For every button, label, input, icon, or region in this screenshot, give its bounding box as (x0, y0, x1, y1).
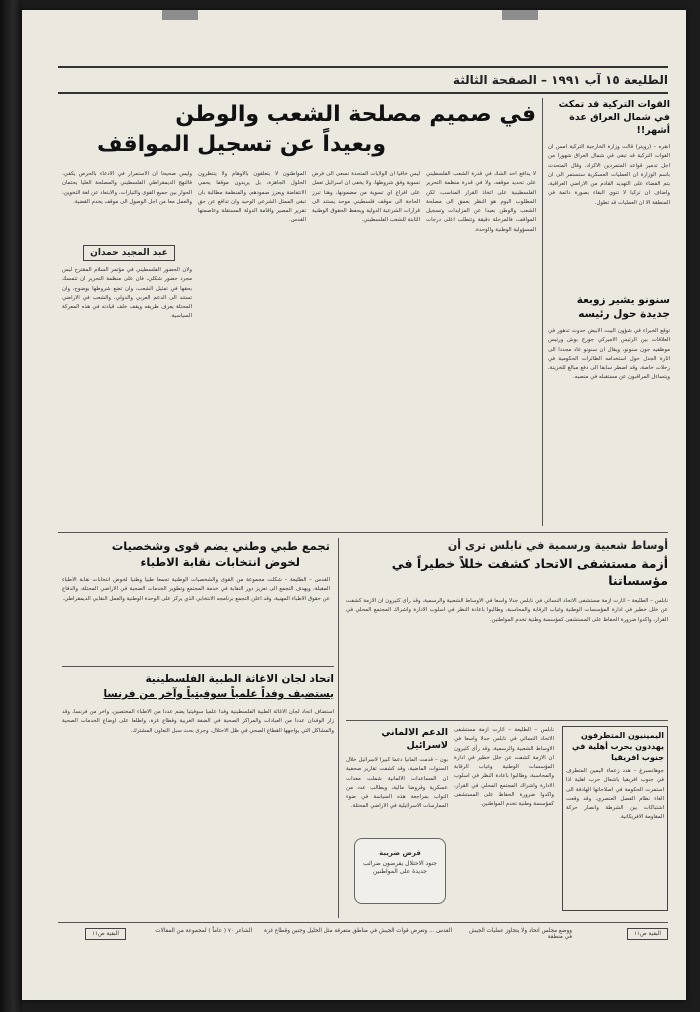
binder-tab (162, 10, 198, 20)
german-body: بون – قدمت المانيا دعما كبيرا لاسرائيل خلال السنوات الماضية، وقد كشفت تقارير صحفية ان المساعدات الالمانية شملت معدات عسكرية وقروضا مالية، ويطالب عدد من النواب بمراجعة هذه السياسة في ضوء الممارسات الاسرائيلية في الاراضي المحتلة. (346, 757, 448, 810)
doctors-headline-line2: لخوض انتخابات نقابة الاطباء (140, 555, 300, 569)
main-col-3: المواطنون لا يتعلقون بالاوهام ولا ينتظرون الحلول الجاهزة، بل يريدون موقفا يحمي الانتفاضة ويعزز صمودهم، والمنظمة مطالبة بان تبقى الممثل الشرعي الوحيد وان تدافع عن حق تقرير المصير واقامة الدولة المستقلة وعاصمتها القدس. (198, 171, 306, 224)
section-rule (58, 532, 668, 533)
footer-continued: البقية ص١١ (62, 928, 126, 940)
footer-continued: البقية ص١١ (582, 928, 668, 940)
relief-headline-line2: يستضيف وفداً علمياً سوفيتياً وآخر من فرنسا (103, 688, 334, 700)
doctors-body: القدس – الطليعة – شكلت مجموعة من القوى والشخصيات الوطنية تجمعا طبيا وطنيا لخوض انتخابات نقابة الاطباء المقبلة، ويهدف التجمع الى تعزيز دور النقابة في خدمة المجتمع وتطوير الخدمات الصحية في الاراضي المحتلة، والدفاع عن حقوق الاطباء المهنية، وقد اعلن التجمع برنامجه الانتخابي الذي يركز على الوحدة الوطنية والعمل النقابي الديمقراطي. (62, 577, 330, 602)
masthead: الطليعة ١٥ آب ١٩٩١ – الصفحة الثالثة (452, 73, 668, 87)
footer-text: القدس ... وتعرض قوات الجيش في مناطق متفرقة مثل الخليل وجنين وقطاع غزة (264, 928, 452, 934)
nablus-continued: نابلس – الطليعة – اثارت ازمة مستشفى الاتحاد النسائي في نابلس جدلا واسعا في الاوساط الشعبية والرسمية، وقد رأى كثيرون ان الازمة كشفت عن خلل خطير في ادارة المؤسسات الوطنية وغياب الرقابة والمحاسبة، وطالبوا باعادة النظر في اسلوب الادارة واشراك المجتمع المحلي في القرار، واكدوا ضرورة الحفاظ على المستشفى كمؤسسة وطنية تخدم المواطنين. (454, 727, 554, 808)
footer-text: ووضع مجلس اتحاد ولا يتجاوز عمليات الجيش في منطقة (469, 928, 572, 940)
german-story (346, 726, 448, 846)
german-headline: الدعم الالماني لاسرائيل (381, 727, 448, 751)
main-headline-line2: وبعيداً عن تسجيل المواقف (97, 132, 386, 157)
right-sidebar (548, 98, 670, 526)
author-name: عبد المجيد حمدان (83, 245, 175, 261)
south-africa-body: جوهانسبرغ – هدد زعماء اليمين المتطرف في جنوب افريقيا باشعال حرب اهلية اذا استمرت الحكومة في اصلاحاتها الهادفة الى الغاء نظام الفصل العنصري، وقد وقعت اشتباكات بين الشرطة وانصار حركة المقاومة الافريكانية. (566, 768, 664, 821)
medical-relief-story (62, 672, 334, 908)
main-col-1: لا يدافع احد الشك في قدرة الشعب الفلسطيني على تحديد موقفه، ولا في قدرة منظمة التحرير الفلسطينية على اتخاذ القرار المناسب، لكن المطلوب اليوم هو النظر بعمق الى مصلحة الشعب والوطن بعيدا عن المزايدات وتسجيل المواقف، فالمرحلة دقيقة وتتطلب اعلى درجات المسؤولية الوطنية والوحدة. (426, 171, 536, 233)
newspaper-page (22, 10, 686, 1000)
main-headline-line1: في صميم مصلحة الشعب والوطن (175, 102, 536, 127)
footer-rule (58, 922, 668, 923)
sidebar-body-turkey: انقره – (رويتر) قالت وزارة الخارجية التركية امس ان القوات التركية قد تبقى في شمال العراق شهورا من اجل تدمير قواعد المتمردين الاكراد، وقال المتحدث باسم الوزارة ان العمليات العسكرية ستستمر الى ان يتم القضاء على التهديد القادم من الاراضي العراقية، واضاف ان تركيا لا تنوي البقاء بصورة دائمة في المنطقة الا ان العمليات قد تطول. (548, 144, 670, 206)
section-rule (346, 720, 668, 721)
sidebar-headline-sununu: سنونو يشير زوبعة جديدة حول رئيسه (576, 294, 670, 320)
nablus-headline: أزمة مستشفى الاتحاد كشفت خللاً خطيراً في مؤسساتنا (391, 556, 668, 588)
cartoon-caption: جنود الاحتلال يفرضون ضرائب جديدة على المواطنين (363, 860, 437, 875)
south-africa-headline: اليمينيون المتطرفون يهددون بحرب أهلية في جنوب افريقيا (572, 731, 664, 762)
nablus-story (346, 538, 668, 757)
sidebar-body-sununu: توقع الخبراء في شؤون البيت الابيض حدوث تدهور في العلاقات بين الرئيس الاميركي جورج بوش ورئيس موظفيه جون سنونو، ويقال ان سنونو عاد مجددا الى اثارة الجدل حول استخدامه الطائرات الحكومية في رحلات خاصة، وقد اضطر سابقا الى دفع مبالغ للخزينة، ويتساءل المراقبون عن مستقبله في منصبه. (548, 328, 670, 381)
relief-headline-line1: اتحاد لجان الاغاثة الطبية الفلسطينية (145, 673, 334, 685)
cartoon-box (354, 838, 446, 904)
page-header (58, 66, 668, 94)
binder-tab (502, 10, 538, 20)
footer-text: الشاعر ٧٠ ( عاماً ) لمجموعة من المقالات (155, 928, 252, 934)
main-col-4: وليس صحيحا ان الاستمرار في الادعاء بالحرص يكفي، فالنهج الديمقراطي الفلسطيني والمصلحة العليا يحتمان الحوار بين جميع القوى والتيارات، والابتعاد عن لغة التخوين، والعمل معا من اجل الوصول الى موقف يخدم القضية. (62, 171, 192, 205)
nablus-kicker: أوساط شعبية ورسمية في نابلس ترى أن (447, 539, 668, 552)
section-rule (62, 666, 334, 667)
column-rule (338, 538, 339, 918)
main-col-2: ليس خافيا ان الولايات المتحدة تسعى الى فرض تسوية وفق شروطها، ولا يخفى ان اسرائيل تعمل على افراغ اي تسوية من مضمونها، وهنا تبرز الحاجة الى موقف فلسطيني موحد يستند الى قرارات الشرعية الدولية ويحفظ الحقوق الوطنية الثابتة للشعب الفلسطيني. (312, 171, 420, 224)
nablus-body: نابلس – الطليعة – اثارت ازمة مستشفى الاتحاد النسائي في نابلس جدلا واسعا في الاوساط الشعبية والرسمية، وقد رأى كثيرون ان الازمة كشفت عن خلل خطير في ادارة المؤسسات الوطنية وغياب الرقابة والمحاسبة، وطالبوا باعادة النظر في اسلوب الادارة واشراك المجتمع المحلي في القرار، واكدوا ضرورة الحفاظ على المستشفى كمؤسسة وطنية تخدم المواطنين. (346, 598, 668, 623)
binder-edge (0, 0, 22, 1012)
cartoon-title: فرض ضريبة (379, 849, 421, 857)
main-story-headline-block (62, 100, 536, 160)
author-box (72, 240, 186, 261)
sidebar-headline-turkey: القوات التركية قد تمكث في شمال العراق عدة أشهر!! (558, 99, 670, 136)
relief-body: استضاف اتحاد لجان الاغاثة الطبية الفلسطينية وفدا علميا سوفيتيا يضم عددا من الاطباء المختصين، واخر من فرنسا، وقد زار الوفدان عددا من العيادات والمراكز الصحية في الضفة الغربية وقطاع غزة، واطلعا على اوضاع الخدمات الصحية والمشاكل التي يواجهها القطاع الصحي في ظل الاحتلال، وجرى بحث سبل التعاون المشترك. (62, 709, 334, 734)
left-column-body: ولان الحضور الفلسطيني في مؤتمر السلام المقترح ليس مجرد حضور شكلي، فان على منظمة التحرير ان تتمسك بحقها في تمثيل الشعب، وان تضع شروطها بوضوح، وان تستند الى الدعم العربي والدولي، والشعب في الاراضي المحتلة يعرف طريقه ويقف خلف قيادته في هذه المعركة السياسية. (62, 267, 192, 320)
doctors-story (62, 538, 330, 666)
column-rule (542, 98, 543, 526)
doctors-headline-line1: تجمع طبي وطني يضم قوى وشخصيات (111, 539, 330, 553)
south-africa-box (562, 726, 668, 911)
